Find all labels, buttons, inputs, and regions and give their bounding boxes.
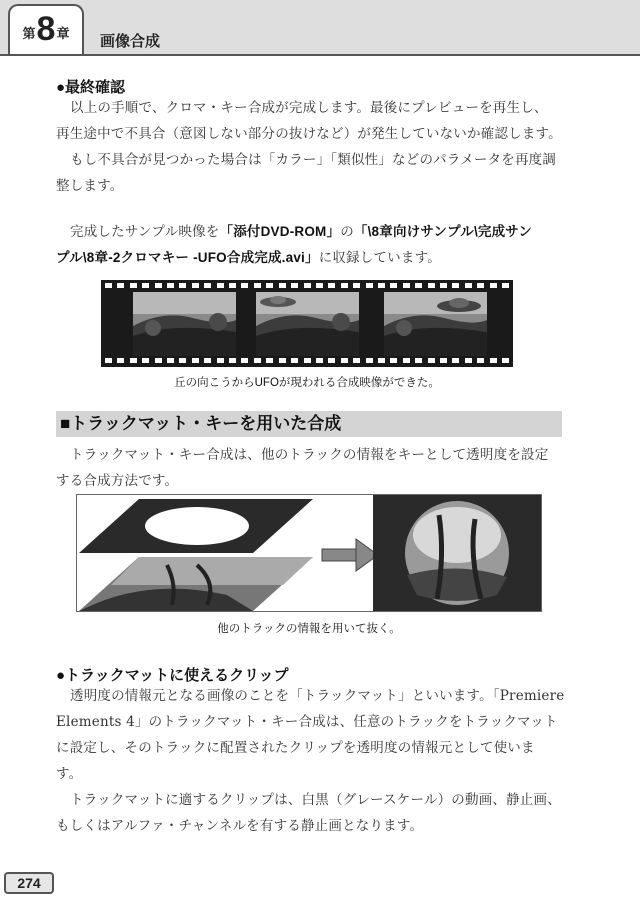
sprocket-row-bottom bbox=[105, 358, 509, 364]
paragraph-2: もし不具合が見つかった場合は「カラー」「類似性」などのパラメータを再度調 整します。 bbox=[56, 152, 557, 194]
paragraph-trackmatte-clips: 透明度の情報元となる画像のことを「トラックマット」といいます。「Premiere Elements 4」のトラックマット・キー合成は、任意のトラックをトラックマット に設定し、そのトラックに配置されたクリップを透明度の情報元として使いま す。 トラックマットに適するクリップは、白黒（グレースケール）の動画、静止画、 もしくはアルファ・チャンネルを有する静止画となります。 bbox=[56, 688, 565, 834]
heading-trackmatte-clips: ●トラックマットに使えるクリップ bbox=[56, 667, 289, 684]
paragraph-1: 以上の手順で、クロマ・キー合成が完成します。最後にプレビューを再生し、 再生途中で不具合（意図しない部分の抜けなど）が発生していないか確認します。 bbox=[56, 100, 562, 142]
film-frame-1 bbox=[133, 292, 236, 356]
chapter-suffix: 章 bbox=[56, 26, 70, 41]
sprocket-row-top bbox=[105, 283, 509, 289]
chapter-number: 8 bbox=[36, 10, 56, 48]
section-heading-trackmatte: ■トラックマット・キーを用いた合成 bbox=[56, 411, 562, 437]
matte-ellipse bbox=[145, 507, 249, 545]
arrow-icon bbox=[322, 539, 378, 571]
chapter-header bbox=[0, 0, 640, 56]
film-frame-2 bbox=[256, 292, 359, 356]
page-number: 274 bbox=[4, 872, 54, 894]
chapter-prefix: 第 bbox=[22, 26, 36, 41]
heading-final-check: ●最終確認 bbox=[56, 79, 126, 96]
film-frame-3 bbox=[384, 292, 487, 356]
film-strip-caption: 丘の向こうからUFOが現われる合成映像ができた。 bbox=[174, 377, 440, 389]
paragraph-3: 完成したサンプル映像を「添付DVD-ROM」の「\8章向けサンプル\完成サン プル\8章-2クロマキー -UFO合成完成.avi」に収録しています。 bbox=[56, 224, 533, 266]
chapter-title: 画像合成 bbox=[100, 33, 161, 50]
diagram-caption: 他のトラックの情報を用いて抜く。 bbox=[217, 623, 401, 635]
paragraph-trackmatte-intro: トラックマット・キー合成は、他のトラックの情報をキーとして透明度を設定 する合成方法です。 bbox=[56, 447, 549, 489]
chapter-badge bbox=[8, 4, 84, 54]
film-strip-image bbox=[101, 280, 513, 367]
trackmatte-diagram bbox=[76, 494, 542, 612]
